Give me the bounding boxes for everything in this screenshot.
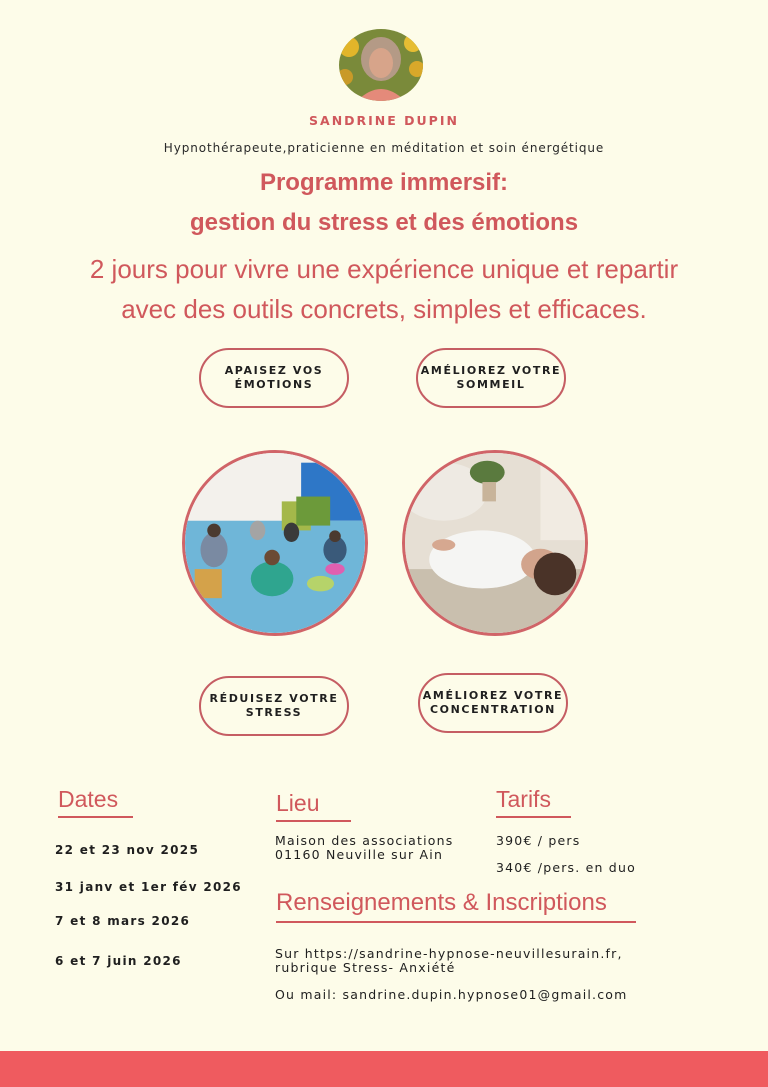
benefit-pill-emotions — [199, 348, 349, 408]
relaxation-photo — [402, 450, 588, 636]
benefit-pill-concentration — [418, 673, 568, 733]
therapist-title: Hypnothérapeute,praticienne en méditation et soin énergétique — [163, 141, 605, 155]
dates-underline — [58, 816, 133, 818]
inscriptions-underline — [276, 921, 636, 923]
tarif-single: 390€ / pers — [496, 833, 581, 848]
inscriptions-heading: Renseignements & Inscriptions — [276, 889, 607, 916]
date-item: 22 et 23 nov 2025 — [55, 843, 200, 857]
benefit-label-line-1: RÉDUISEZ VOTRE — [209, 692, 339, 705]
tagline-line-2: avec des outils concrets, simples et efficaces. — [121, 294, 647, 324]
benefit-label-line-1: APAISEZ VOS — [224, 364, 324, 377]
tarifs-heading: Tarifs — [496, 786, 551, 812]
therapist-name: SANDRINE DUPIN — [309, 113, 459, 128]
website-line[interactable]: Sur https://sandrine-hypnose-neuvillesurain.fr, — [275, 946, 623, 961]
portrait-photo — [339, 29, 423, 101]
benefit-label-line-1: AMÉLIOREZ VOTRE — [422, 689, 564, 702]
group-session-photo — [182, 450, 368, 636]
date-item: 6 et 7 juin 2026 — [55, 954, 182, 968]
contact-email[interactable]: Ou mail: sandrine.dupin.hypnose01@gmail.com — [275, 987, 628, 1002]
benefit-label-line-1: AMÉLIOREZ VOTRE — [420, 364, 562, 377]
lieu-heading: Lieu — [276, 790, 320, 816]
tarif-duo: 340€ /pers. en duo — [496, 860, 636, 875]
dates-heading: Dates — [58, 786, 119, 812]
lieu-address-line-1: Maison des associations — [275, 833, 454, 848]
benefit-label-line-2: CONCENTRATION — [429, 703, 556, 716]
footer-bar — [0, 1051, 768, 1087]
program-title-line-2: gestion du stress et des émotions — [189, 209, 579, 236]
benefit-label-line-2: ÉMOTIONS — [234, 378, 314, 391]
benefit-pill-sleep — [416, 348, 566, 408]
benefit-label-line-2: SOMMEIL — [456, 378, 526, 391]
tarifs-underline — [496, 816, 571, 818]
date-item: 31 janv et 1er fév 2026 — [55, 880, 242, 894]
program-title-line-1: Programme immersif: — [259, 169, 509, 196]
tagline-line-1: 2 jours pour vivre une expérience unique et repartir — [89, 254, 679, 284]
lieu-address-line-2: 01160 Neuville sur Ain — [275, 847, 444, 862]
benefit-label-line-2: STRESS — [245, 706, 303, 719]
lieu-underline — [276, 820, 351, 822]
website-section: rubrique Stress- Anxiété — [275, 960, 456, 975]
date-item: 7 et 8 mars 2026 — [55, 914, 191, 928]
benefit-pill-stress — [199, 676, 349, 736]
